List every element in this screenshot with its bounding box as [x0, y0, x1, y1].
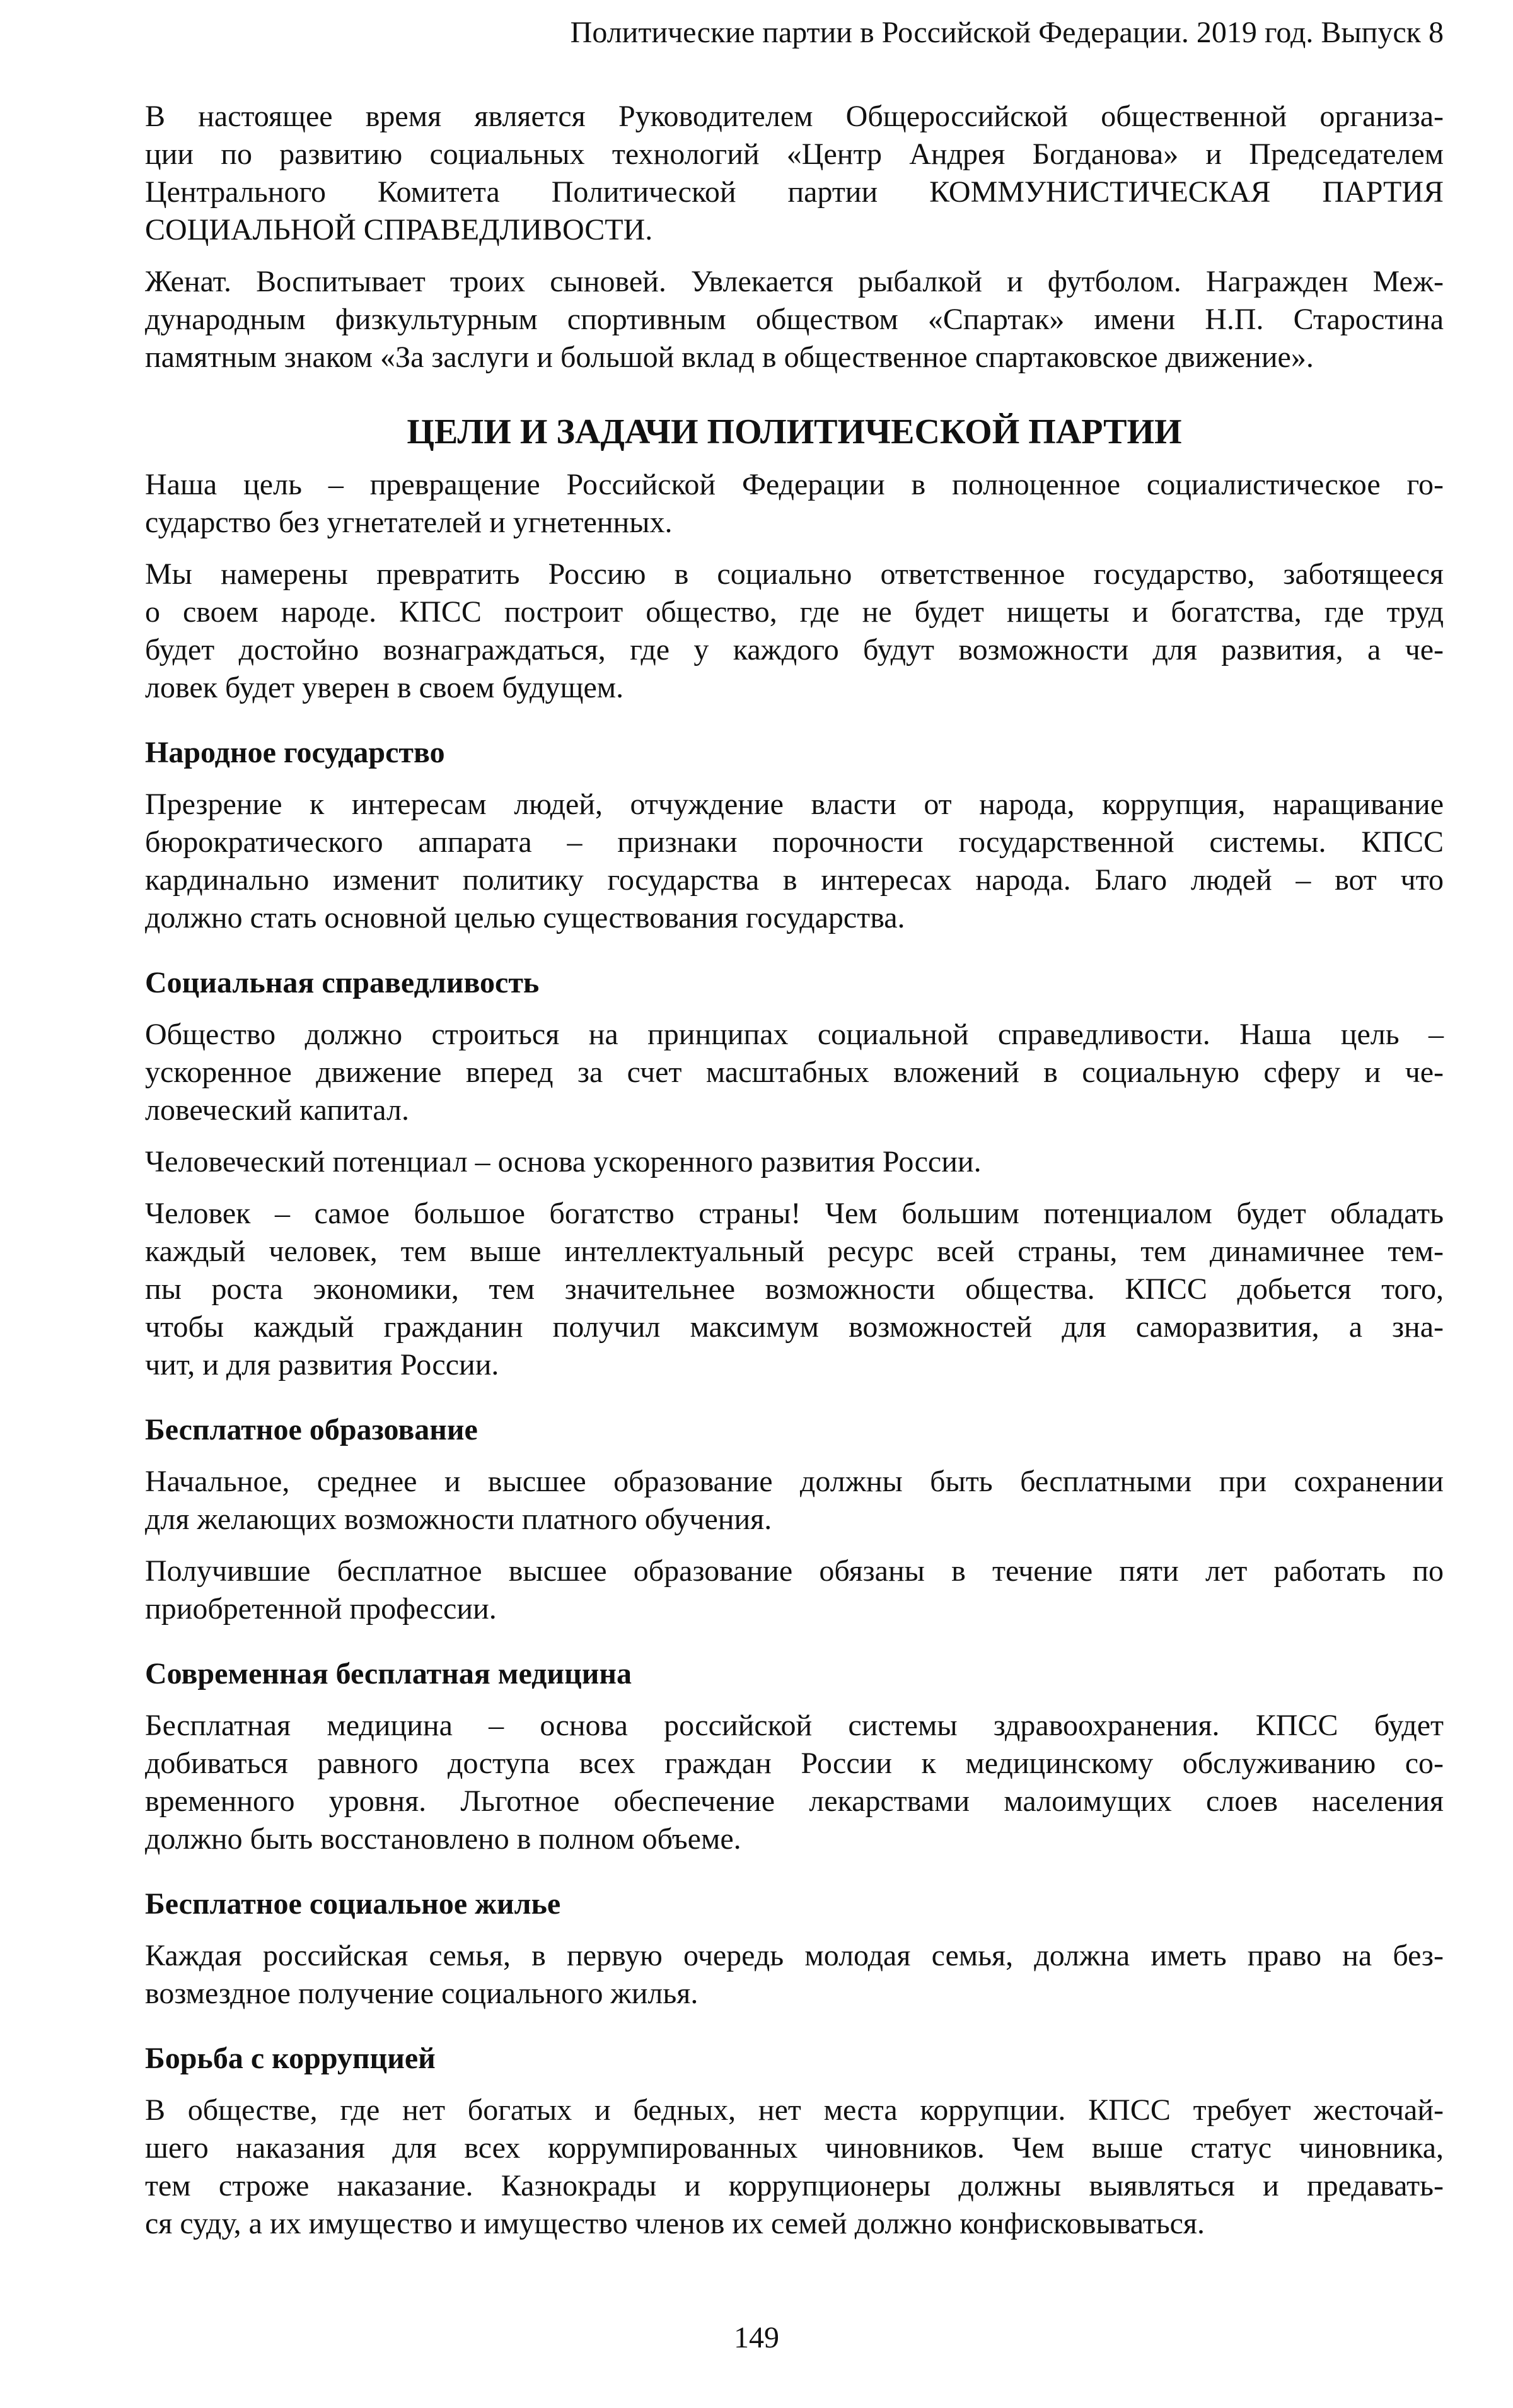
text-line: Бесплатное социальное жилье	[145, 1887, 561, 1921]
text-line: ловеческий капитал.	[145, 1093, 409, 1127]
text-line: В обществе, где нет богатых и бедных, нет места коррупции. КПСС требует жесточай-	[145, 2093, 1444, 2127]
paragraph	[145, 263, 1444, 376]
text-line: Мы намерены превратить Россию в социально ответственное государство, заботящееся	[145, 557, 1444, 591]
text-line: Центрального Комитета Политической партии КОММУНИСТИЧЕСКАЯ ПАРТИЯ	[145, 175, 1444, 209]
text-line: Борьба с коррупцией	[145, 2042, 436, 2075]
subsection-heading	[145, 2040, 1444, 2078]
text-line: В настоящее время является Руководителем Общероссийской общественной организа-	[145, 100, 1444, 133]
paragraph	[145, 1463, 1444, 1538]
text-line: дународным физкультурным спортивным обществом «Спартак» имени Н.П. Старостина	[145, 303, 1444, 336]
text-line: Современная бесплатная медицина	[145, 1657, 632, 1690]
text-line: СОЦИАЛЬНОЙ СПРАВЕДЛИВОСТИ.	[145, 213, 653, 247]
text-line: ции по развитию социальных технологий «Центр Андрея Богданова» и Председателем	[145, 137, 1444, 171]
text-line: о своем народе. КПСС построит общество, где не будет нищеты и богатства, где труд	[145, 595, 1444, 629]
text-line: Наша цель – превращение Российской Федерации в полноценное социалистическое го-	[145, 468, 1444, 501]
text-line: ЦЕЛИ И ЗАДАЧИ ПОЛИТИЧЕСКОЙ ПАРТИИ	[407, 412, 1182, 451]
text-line: Женат. Воспитывает троих сыновей. Увлекается рыбалкой и футболом. Награжден Меж-	[145, 265, 1444, 298]
text-line: ловек будет уверен в своем будущем.	[145, 671, 624, 704]
text-line: ся суду, а их имущество и имущество членов их семей должно конфисковываться.	[145, 2207, 1205, 2240]
text-line: каждый человек, тем выше интеллектуальный ресурс всей страны, тем динамичнее тем-	[145, 1235, 1444, 1268]
text-line: ускоренное движение вперед за счет масштабных вложений в социальную сферу и че-	[145, 1056, 1444, 1089]
text-line: добиваться равного доступа всех граждан России к медицинскому обслуживанию со-	[145, 1747, 1444, 1780]
text-line: пы роста экономики, тем значительнее возможности общества. КПСС добьется того,	[145, 1272, 1444, 1306]
paragraph	[145, 1707, 1444, 1858]
paragraph	[145, 466, 1444, 542]
text-line: кардинально изменит политику государства в интересах народа. Благо людей – вот что	[145, 863, 1444, 897]
running-header: Политические партии в Российской Федерации. 2019 год. Выпуск 8	[570, 16, 1444, 49]
text-line: шего наказания для всех коррумпированных чиновников. Чем выше статус чиновника,	[145, 2131, 1444, 2165]
text-line: временного уровня. Льготное обеспечение лекарствами малоимущих слоев населения	[145, 1784, 1444, 1818]
paragraph	[145, 1195, 1444, 1384]
paragraph	[145, 786, 1444, 937]
text-line: Каждая российская семья, в первую очередь молодая семья, должна иметь право на без-	[145, 1939, 1444, 1972]
paragraph	[145, 2091, 1444, 2243]
text-line: Презрение к интересам людей, отчуждение власти от народа, коррупция, наращивание	[145, 788, 1444, 821]
text-line: Народное государство	[145, 736, 445, 769]
text-line: Человек – самое большое богатство страны! Чем большим потенциалом будет обладать	[145, 1197, 1444, 1230]
subsection-heading	[145, 1885, 1444, 1923]
text-line: бюрократического аппарата – признаки порочности государственной системы. КПСС	[145, 825, 1444, 859]
text-line: Социальная справедливость	[145, 966, 540, 999]
subsection-heading	[145, 1655, 1444, 1693]
text-line: должно быть восстановлено в полном объеме.	[145, 1822, 741, 1856]
text-line: Начальное, среднее и высшее образование должны быть бесплатными при сохранении	[145, 1465, 1444, 1498]
subsection-heading	[145, 734, 1444, 772]
text-line: чит, и для развития России.	[145, 1348, 499, 1381]
text-line: Бесплатное образование	[145, 1413, 478, 1446]
subsection-heading	[145, 1411, 1444, 1449]
section-heading	[145, 413, 1444, 451]
text-line: сударство без угнетателей и угнетенных.	[145, 506, 673, 539]
text-line: тем строже наказание. Казнокрады и коррупционеры должны выявляться и предавать-	[145, 2169, 1444, 2202]
paragraph	[145, 1552, 1444, 1628]
text-line: чтобы каждый гражданин получил максимум возможностей для саморазвития, а зна-	[145, 1310, 1444, 1344]
text-line: Получившие бесплатное высшее образование обязаны в течение пяти лет работать по	[145, 1554, 1444, 1588]
text-line: памятным знаком «За заслуги и большой вклад в общественное спартаковское движение».	[145, 340, 1314, 374]
text-line: будет достойно вознаграждаться, где у каждого будут возможности для развития, а че-	[145, 633, 1444, 666]
text-line: Общество должно строиться на принципах социальной справедливости. Наша цель –	[145, 1018, 1444, 1051]
text-line: для желающих возможности платного обучения.	[145, 1503, 772, 1536]
paragraph	[145, 1937, 1444, 2013]
text-line: должно стать основной целью существования государства.	[145, 901, 905, 934]
page-body	[145, 98, 1444, 2243]
text-line: Человеческий потенциал – основа ускоренного развития России.	[145, 1145, 982, 1178]
subsection-heading	[145, 964, 1444, 1002]
text-line: приобретенной профессии.	[145, 1592, 497, 1626]
paragraph	[145, 1143, 1444, 1181]
text-line: возмездное получение социального жилья.	[145, 1977, 699, 2010]
paragraph	[145, 1016, 1444, 1129]
page-number: 149	[734, 2321, 779, 2354]
paragraph	[145, 98, 1444, 249]
paragraph	[145, 555, 1444, 707]
text-line: Бесплатная медицина – основа российской системы здравоохранения. КПСС будет	[145, 1709, 1444, 1742]
